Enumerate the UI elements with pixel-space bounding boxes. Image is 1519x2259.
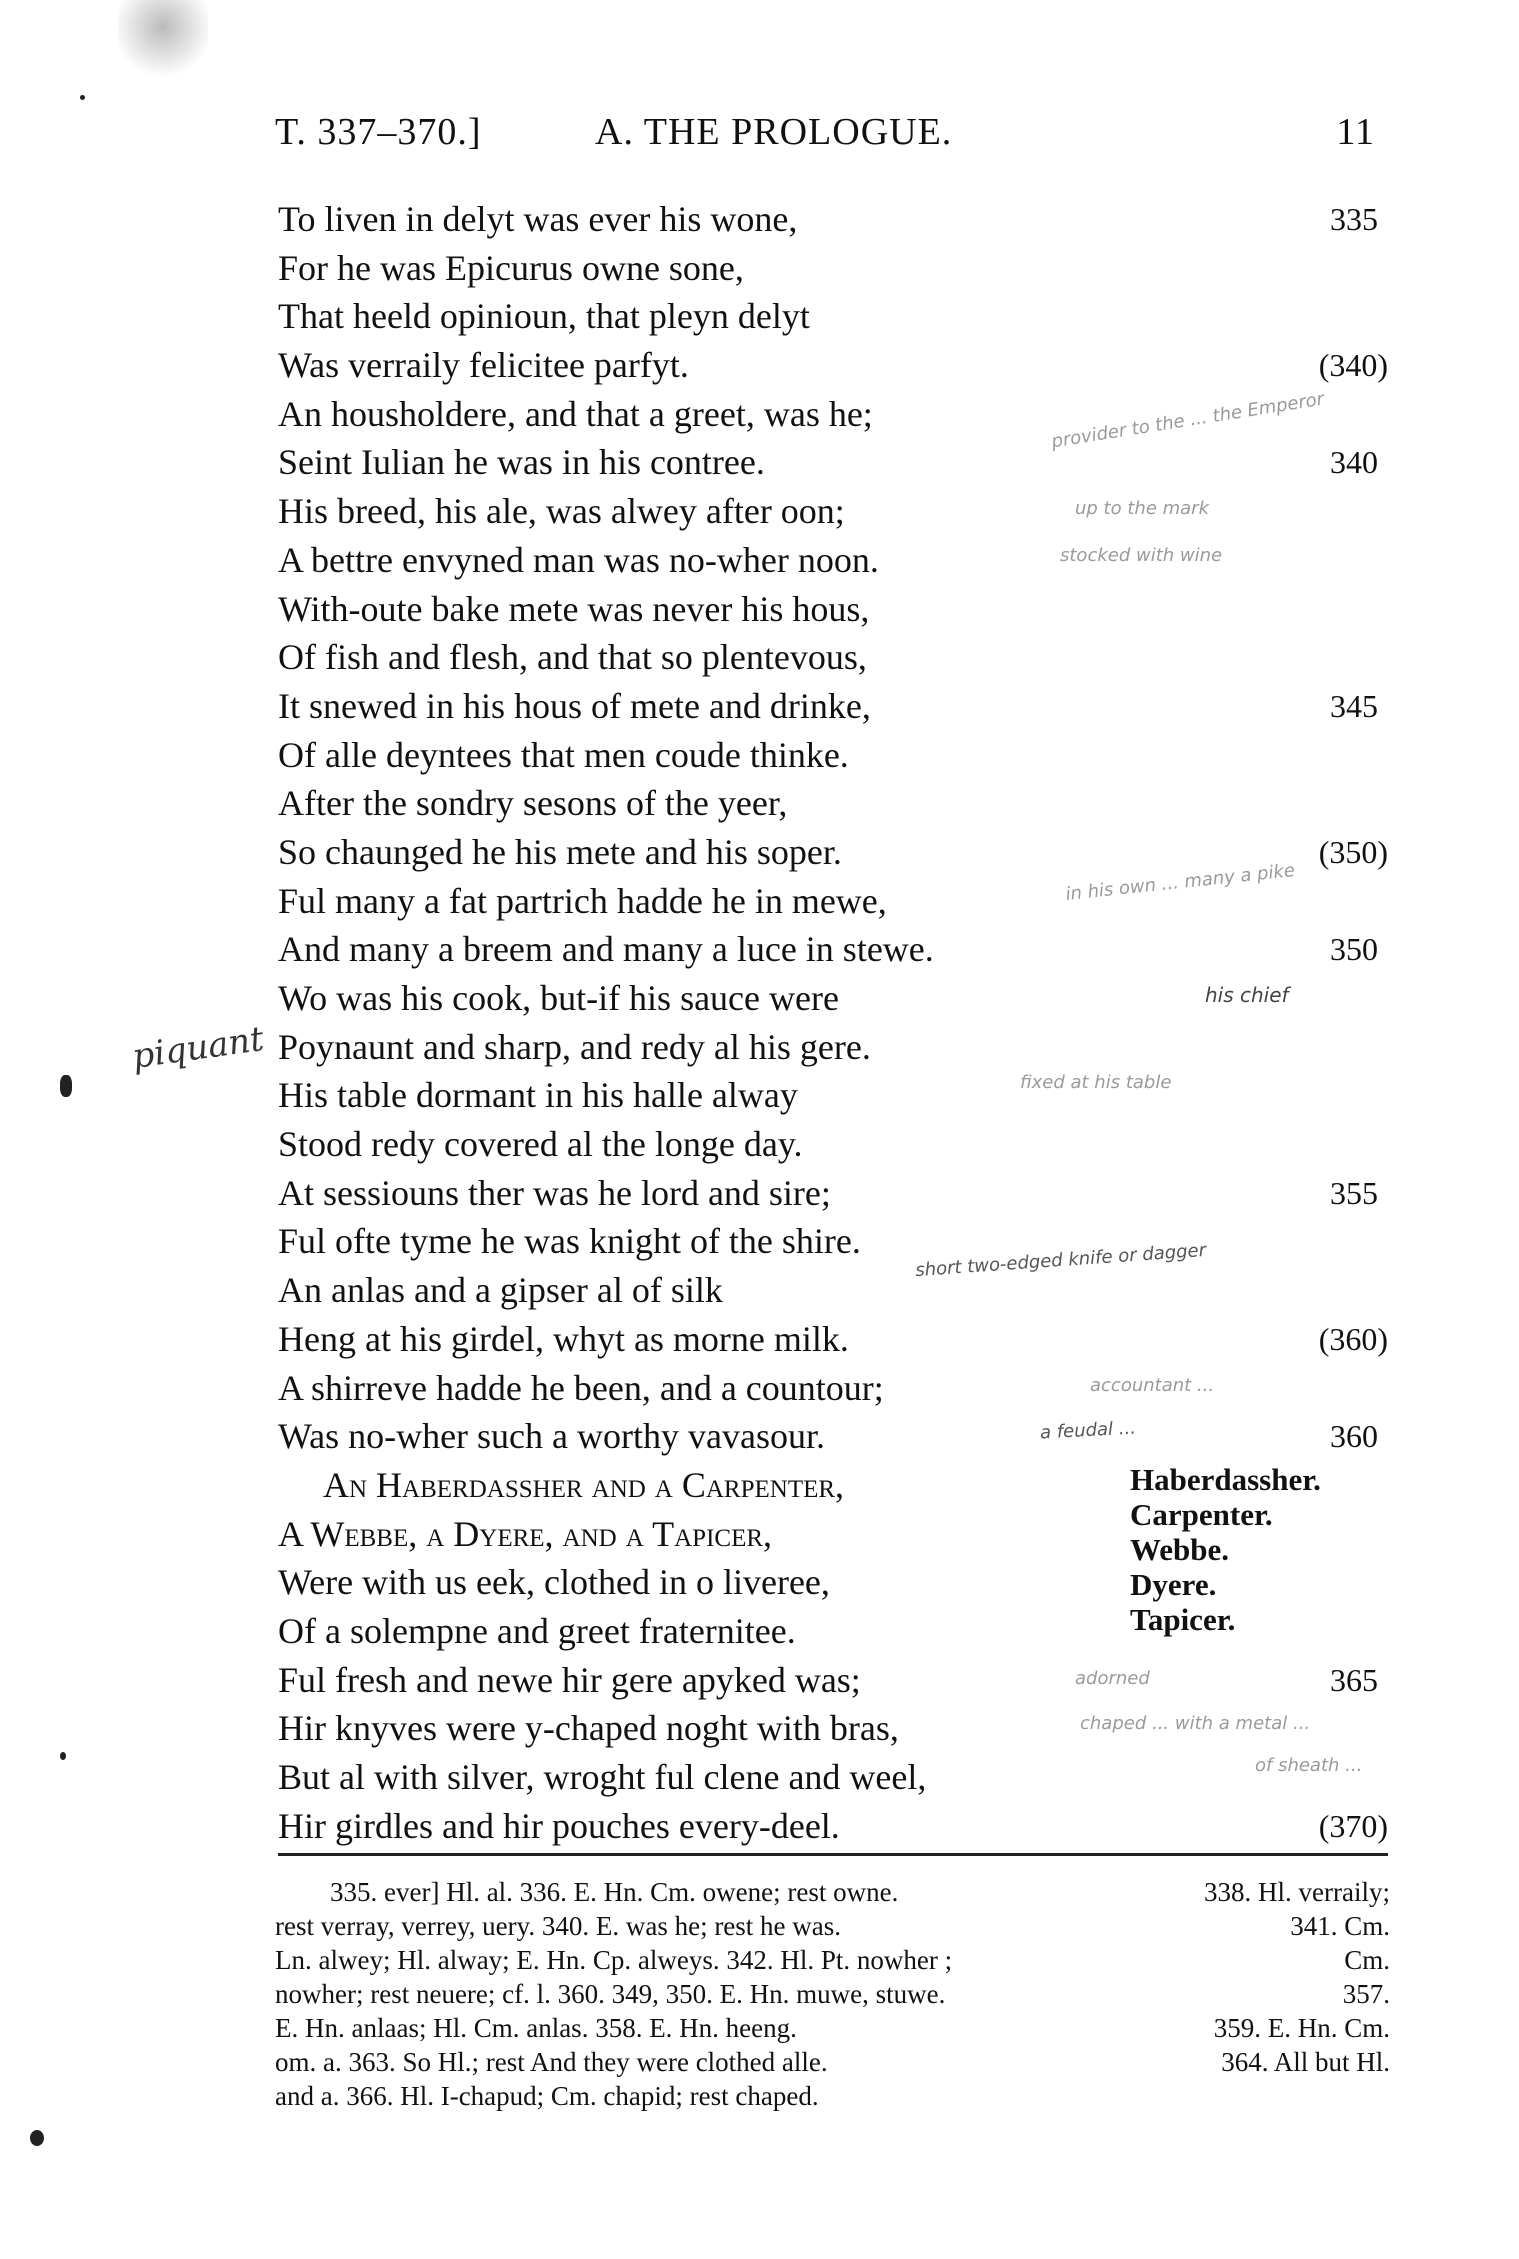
verse-line	[278, 438, 1388, 487]
footnote-text: E. Hn. anlaas; Hl. Cm. anlas. 358. E. Hn. heeng.	[275, 2013, 797, 2043]
verse-line	[278, 1169, 1388, 1218]
footnote-text: 357.	[1342, 1979, 1390, 2009]
margin-name: Haberdassher.	[1130, 1462, 1321, 1497]
pencil-gloss: his chief	[1205, 983, 1289, 1007]
verse-line	[278, 1217, 1388, 1266]
verse-line	[278, 779, 1388, 828]
line-range: T. 337–370.]	[275, 111, 482, 153]
line-number: 355	[1330, 1174, 1378, 1211]
verse-text: Of alle deyntees that men coude thinke.	[278, 734, 849, 775]
verse-line	[278, 1753, 1388, 1802]
footnote-line	[275, 1977, 1390, 2011]
pencil-gloss: accountant ...	[1090, 1375, 1215, 1396]
verse-line	[278, 292, 1388, 341]
verse-line	[278, 1120, 1388, 1169]
line-number: 360	[1330, 1418, 1378, 1455]
pencil-gloss: short two-edged knife or dagger	[914, 1239, 1207, 1282]
verse-text: An anlas and a gipser al of silk	[278, 1270, 723, 1311]
footnote-line	[330, 1875, 1390, 1909]
margin-name: Webbe.	[1130, 1532, 1230, 1567]
verse-text: His breed, his ale, was alwey after oon;	[278, 491, 845, 532]
footnote-line	[275, 2079, 1390, 2113]
marginal-trade-names	[1130, 1462, 1390, 1637]
verse-line	[278, 341, 1388, 390]
footnote-line	[275, 1909, 1390, 1943]
verse-text: A shirreve hadde he been, and a countour;	[278, 1367, 884, 1408]
line-number: 345	[1330, 687, 1378, 724]
verse-text: So chaunged he his mete and his soper.	[278, 831, 842, 872]
footnote-text: nowher; rest neuere; cf. l. 360. 349, 350. E. Hn. muwe, stuwe.	[275, 1979, 946, 2009]
verse-text: Were with us eek, clothed in o liveree,	[278, 1562, 830, 1603]
verse-text: Of fish and flesh, and that so plentevous,	[278, 637, 867, 678]
footnote-line	[275, 2045, 1390, 2079]
footnotes	[275, 1875, 1390, 2113]
line-number: (370)	[1318, 1807, 1388, 1844]
pencil-gloss: adorned	[1075, 1668, 1150, 1689]
verse-line	[278, 1412, 1388, 1461]
footnote-text: rest verray, verrey, uery. 340. E. was he; rest he was.	[275, 1911, 842, 1941]
pencil-gloss: in his own ... many a pike	[1064, 860, 1296, 905]
line-number: 350	[1330, 931, 1378, 968]
verse-text: A Webbe, a Dyere, and a Tapicer,	[278, 1513, 773, 1554]
verse-text: A bettre envyned man was no-wher noon.	[278, 539, 879, 580]
verse-text: Ful ofte tyme he was knight of the shire.	[278, 1221, 861, 1262]
ink-blot	[30, 2130, 44, 2146]
verse-text: Was no-wher such a worthy vavasour.	[278, 1416, 825, 1457]
pencil-gloss: fixed at his table	[1020, 1072, 1172, 1093]
ink-blot	[60, 1075, 72, 1097]
verse-text: To liven in delyt was ever his wone,	[278, 199, 798, 239]
verse-text: An Haberdassher and a Carpenter,	[323, 1464, 845, 1505]
line-number: 365	[1330, 1661, 1378, 1698]
line-number: (340)	[1318, 347, 1388, 384]
verse-line	[278, 1266, 1388, 1315]
verse-text: After the sondry sesons of the yeer,	[278, 783, 788, 824]
verse-text: Heng at his girdel, whyt as morne milk.	[278, 1318, 849, 1359]
footnote-text: Cm.	[1344, 1945, 1390, 1975]
verse-line	[278, 1071, 1388, 1120]
footnote-line	[275, 1943, 1390, 1977]
handwritten-margin-word: piquant	[129, 1018, 267, 1078]
verse-line	[278, 633, 1388, 682]
verse-text: Seint Iulian he was in his contree.	[278, 442, 765, 483]
line-number: 335	[1330, 201, 1378, 237]
section-title: A. THE PROLOGUE.	[595, 111, 953, 153]
footnote-text: 359. E. Hn. Cm.	[1213, 2013, 1390, 2043]
verse-line	[278, 682, 1388, 731]
ink-dot	[60, 1752, 66, 1760]
verse-text: Hir knyves were y-chaped noght with bras,	[278, 1708, 899, 1749]
verse-text: It snewed in his hous of mete and drinke,	[278, 685, 871, 726]
line-number: (360)	[1318, 1320, 1388, 1357]
line-number: (350)	[1318, 833, 1388, 870]
pencil-gloss: stocked with wine	[1060, 545, 1223, 566]
verse-text: And many a breem and many a luce in stewe.	[278, 929, 934, 970]
verse-text: Poynaunt and sharp, and redy al his gere.	[278, 1026, 871, 1067]
verse-text: For he was Epicurus owne sone,	[278, 247, 744, 288]
footnote-text: 364. All but Hl.	[1221, 2047, 1390, 2077]
verse-text: Stood redy covered al the longe day.	[278, 1124, 803, 1165]
verse-line	[278, 195, 1388, 244]
verse-line	[278, 1364, 1388, 1413]
margin-name: Dyere.	[1130, 1567, 1217, 1602]
verse-text: Hir girdles and hir pouches every-deel.	[278, 1805, 840, 1846]
pencil-gloss: up to the mark	[1075, 498, 1209, 519]
verse-line	[278, 1802, 1388, 1851]
verse-line	[278, 1656, 1388, 1705]
verse-line	[278, 731, 1388, 780]
verse-text: An housholdere, and that a greet, was he;	[278, 393, 873, 434]
margin-name: Tapicer.	[1130, 1602, 1236, 1637]
verse-text: Was verraily felicitee parfyt.	[278, 345, 689, 386]
verse-text: Wo was his cook, but-if his sauce were	[278, 978, 839, 1018]
footnote-text: 341. Cm.	[1290, 1911, 1390, 1941]
verse-text: Of a solempne and greet fraternitee.	[278, 1610, 796, 1651]
verse-text: Ful fresh and newe hir gere apyked was;	[278, 1659, 861, 1700]
footnote-line	[275, 2011, 1390, 2045]
verse-line	[278, 925, 1388, 974]
verse-text: With-oute bake mete was never his hous,	[278, 588, 870, 629]
footnote-text: om. a. 363. So Hl.; rest And they were clothed alle.	[275, 2047, 828, 2077]
verse-text: But al with silver, wroght ful clene and weel,	[278, 1757, 927, 1797]
running-header	[275, 110, 1385, 160]
footnote-text: 338. Hl. verraily;	[1204, 1877, 1390, 1907]
pencil-gloss: a feudal ...	[1039, 1417, 1137, 1444]
verse-line	[278, 487, 1388, 536]
margin-name: Carpenter.	[1130, 1497, 1273, 1532]
verse-text: His table dormant in his halle alway	[278, 1075, 798, 1116]
footnote-text: and a. 366. Hl. I-chapud; Cm. chapid; rest chaped.	[275, 2081, 819, 2111]
pencil-gloss: of sheath ...	[1255, 1755, 1363, 1776]
footnote-text: 335. ever] Hl. al. 336. E. Hn. Cm. owene; rest owne.	[330, 1877, 899, 1907]
line-number: 340	[1330, 444, 1378, 481]
ink-dot	[80, 95, 85, 100]
verse-line	[278, 1023, 1388, 1072]
footnote-text: Ln. alwey; Hl. alway; E. Hn. Cp. alweys. 342. Hl. Pt. nowher ;	[275, 1945, 953, 1975]
footnote-rule	[278, 1853, 1388, 1856]
pencil-gloss: chaped ... with a metal ...	[1080, 1713, 1311, 1734]
page-number: 11	[1336, 111, 1375, 153]
verse-text: At sessiouns ther was he lord and sire;	[278, 1172, 831, 1213]
verse-text: Ful many a fat partrich hadde he in mewe,	[278, 880, 887, 921]
verse-line	[278, 244, 1388, 293]
verse-text: That heeld opinioun, that pleyn delyt	[278, 296, 810, 337]
corner-smudge	[118, 0, 208, 90]
verse-line	[278, 585, 1388, 634]
pencil-gloss: provider to the ... the Emperor	[1050, 388, 1326, 453]
verse-line	[278, 1315, 1388, 1364]
